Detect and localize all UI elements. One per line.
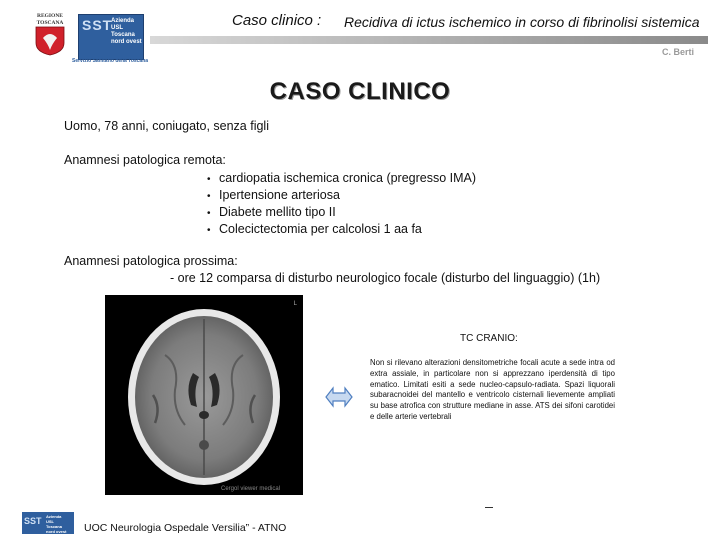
recent-history-line: - ore 12 comparsa di disturbo neurologico focale (disturbo del linguaggio) (1h) xyxy=(170,271,601,285)
footer-logo: SST Azienda USL Toscana nord ovest xyxy=(22,512,74,534)
page-title: CASO CLINICO xyxy=(269,78,451,105)
svg-text:REGIONE: REGIONE xyxy=(37,13,63,19)
double-arrow-icon xyxy=(325,386,353,408)
author: C. Berti xyxy=(661,47,694,57)
ct-image-label: Cergol viewer medical xyxy=(221,486,281,492)
list-item: • Ipertensione arteriosa xyxy=(207,187,476,204)
regione-toscana-logo xyxy=(30,10,70,56)
remote-history-list xyxy=(207,170,476,238)
ct-scan-image xyxy=(105,295,303,495)
svg-text:TOSCANA: TOSCANA xyxy=(36,20,64,26)
patient-info: Uomo, 78 anni, coniugato, senza figli xyxy=(64,119,269,133)
remote-history-heading: Anamnesi patologica remota: xyxy=(64,153,226,167)
list-item: • Colecictectomia per calcolosi 1 aa fa xyxy=(207,221,476,238)
header-title: Recidiva di ictus ischemico in corso di fibrinolisi sistemica xyxy=(344,14,700,30)
header-divider xyxy=(150,36,708,44)
asl-logo-text: Azienda USL Toscana nord ovest xyxy=(111,18,142,45)
logo-subtitle: Servizio Sanitario della Toscana xyxy=(72,58,149,64)
tc-report-text: Non si rilevano alterazioni densitometriche focali acute a sede intra od extra assiale, in particolare non si apprezzano iperdensità di tipo ematico. Limitati esiti a sede nucleo-capsulo-radiata. Spazi liquorali subaracnoidei del mantello e ventricolo cisternali lievemente ampliati su base atrofica con strutture mediane in asse. ATS dei sifoni carotidei e delle arterie vertebrali xyxy=(370,358,615,421)
header-label: Caso clinico : xyxy=(232,12,322,29)
list-item: • Diabete mellito tipo II xyxy=(207,204,476,221)
recent-history-heading: Anamnesi patologica prossima: xyxy=(64,254,238,268)
small-dash xyxy=(485,507,493,508)
svg-text:L: L xyxy=(293,301,297,307)
tc-title: TC CRANIO: xyxy=(460,333,518,344)
list-item: • cardiopatia ischemica cronica (pregresso IMA) xyxy=(207,170,476,187)
footer-text: UOC Neurologia Ospedale Versilia” - ATNO xyxy=(84,522,287,534)
asl-logo: SST Azienda USL Toscana nord ovest xyxy=(78,14,144,60)
